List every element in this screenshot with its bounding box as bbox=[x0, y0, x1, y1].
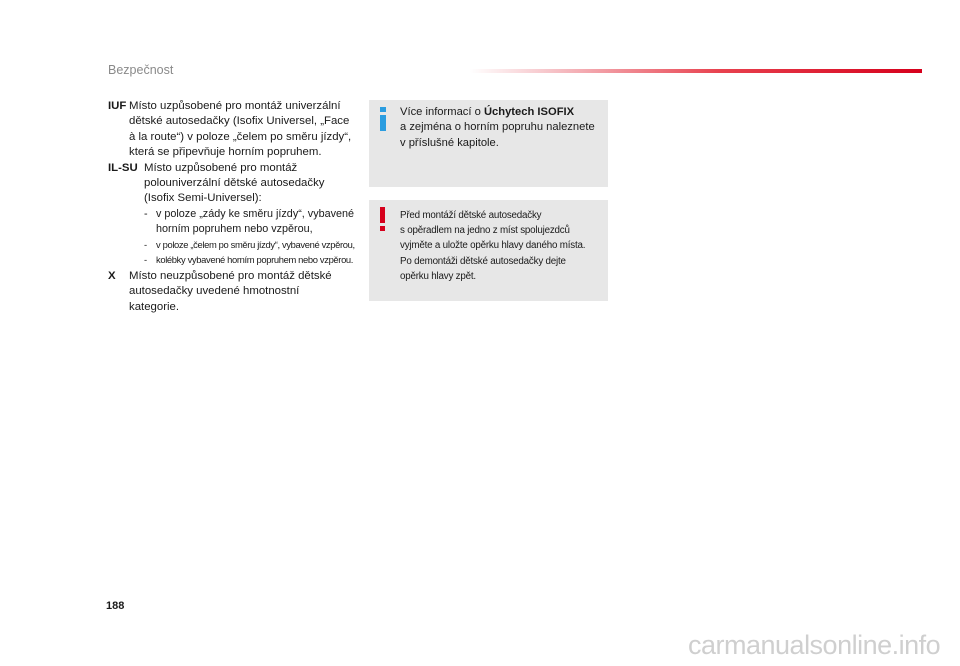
iuf-line-1: Místo uzpůsobené pro montáž univerzální bbox=[129, 100, 341, 112]
bullet-text: kolébky vybavené horním popruhem nebo vzpěrou. bbox=[156, 253, 354, 265]
iuf-line-4: která se připevňuje horním popruhem. bbox=[129, 146, 322, 159]
info-line-3: v příslušné kapitole. bbox=[400, 136, 499, 149]
x-line-1: Místo neuzpůsobené pro montáž dětské bbox=[129, 269, 332, 282]
x-line-3: kategorie. bbox=[129, 300, 180, 313]
bullet-dash: - bbox=[144, 238, 147, 250]
iuf-entry bbox=[108, 99, 358, 161]
info-box bbox=[369, 100, 608, 187]
bullet-text: v poloze „čelem po směru jízdy“, vybavené vzpěrou, bbox=[156, 238, 355, 250]
info-line-1 bbox=[400, 105, 600, 120]
iuf-line-3: à la route“) v poloze „čelem po směru jízdy“, bbox=[129, 130, 352, 143]
info-emphasis: Úchytech ISOFIX bbox=[483, 106, 575, 118]
ilsu-code: IL-SU bbox=[108, 161, 138, 174]
ilsu-bullet bbox=[144, 237, 358, 252]
warning-box bbox=[369, 200, 608, 301]
header-accent-line bbox=[470, 69, 922, 73]
warning-icon bbox=[379, 207, 387, 233]
ilsu-line-2: polouniverzální dětské autosedačky bbox=[144, 177, 325, 190]
x-line-2: autosedačky uvedené hmotnostní bbox=[129, 285, 300, 298]
info-text bbox=[400, 105, 600, 151]
ilsu-line-1: Místo uzpůsobené pro montáž bbox=[144, 161, 298, 174]
bullet-text-cont: horním popruhem nebo vzpěrou, bbox=[156, 222, 313, 235]
warning-line: Po demontáži dětské autosedačky dejte bbox=[400, 255, 566, 267]
info-line-1-text: Více informací o bbox=[400, 106, 484, 118]
seat-codes-list bbox=[108, 99, 358, 315]
iuf-code: IUF bbox=[108, 100, 127, 112]
watermark: carmanualsonline.info bbox=[688, 630, 941, 660]
page-header-title: Bezpečnost bbox=[108, 63, 174, 77]
ilsu-line-3: (Isofix Semi-Universel): bbox=[144, 192, 262, 205]
bullet-dash: - bbox=[144, 253, 147, 265]
ilsu-bullet bbox=[144, 252, 358, 267]
warning-line: s opěradlem na jedno z míst spolujezdců bbox=[400, 225, 570, 237]
ilsu-entry bbox=[108, 161, 358, 267]
info-line-2: a zejména o horním popruhu naleznete bbox=[400, 121, 595, 134]
warning-line: Před montáží dětské autosedačky bbox=[400, 210, 542, 221]
iuf-line-2: dětské autosedačky (Isofix Universel, „Face bbox=[129, 115, 350, 128]
page-number: 188 bbox=[106, 600, 125, 612]
x-entry bbox=[108, 269, 358, 315]
bullet-dash: - bbox=[144, 207, 148, 220]
warning-line: vyjměte a uložte opěrku hlavy daného místa. bbox=[400, 240, 586, 252]
x-code: X bbox=[108, 269, 116, 282]
bullet-text: v poloze „zády ke směru jízdy“, vybavené bbox=[156, 207, 355, 220]
warning-text bbox=[400, 208, 605, 284]
iuf-description bbox=[108, 99, 358, 114]
info-icon bbox=[377, 107, 389, 133]
warning-line: opěrku hlavy zpět. bbox=[400, 270, 476, 282]
ilsu-bullet bbox=[144, 207, 358, 237]
